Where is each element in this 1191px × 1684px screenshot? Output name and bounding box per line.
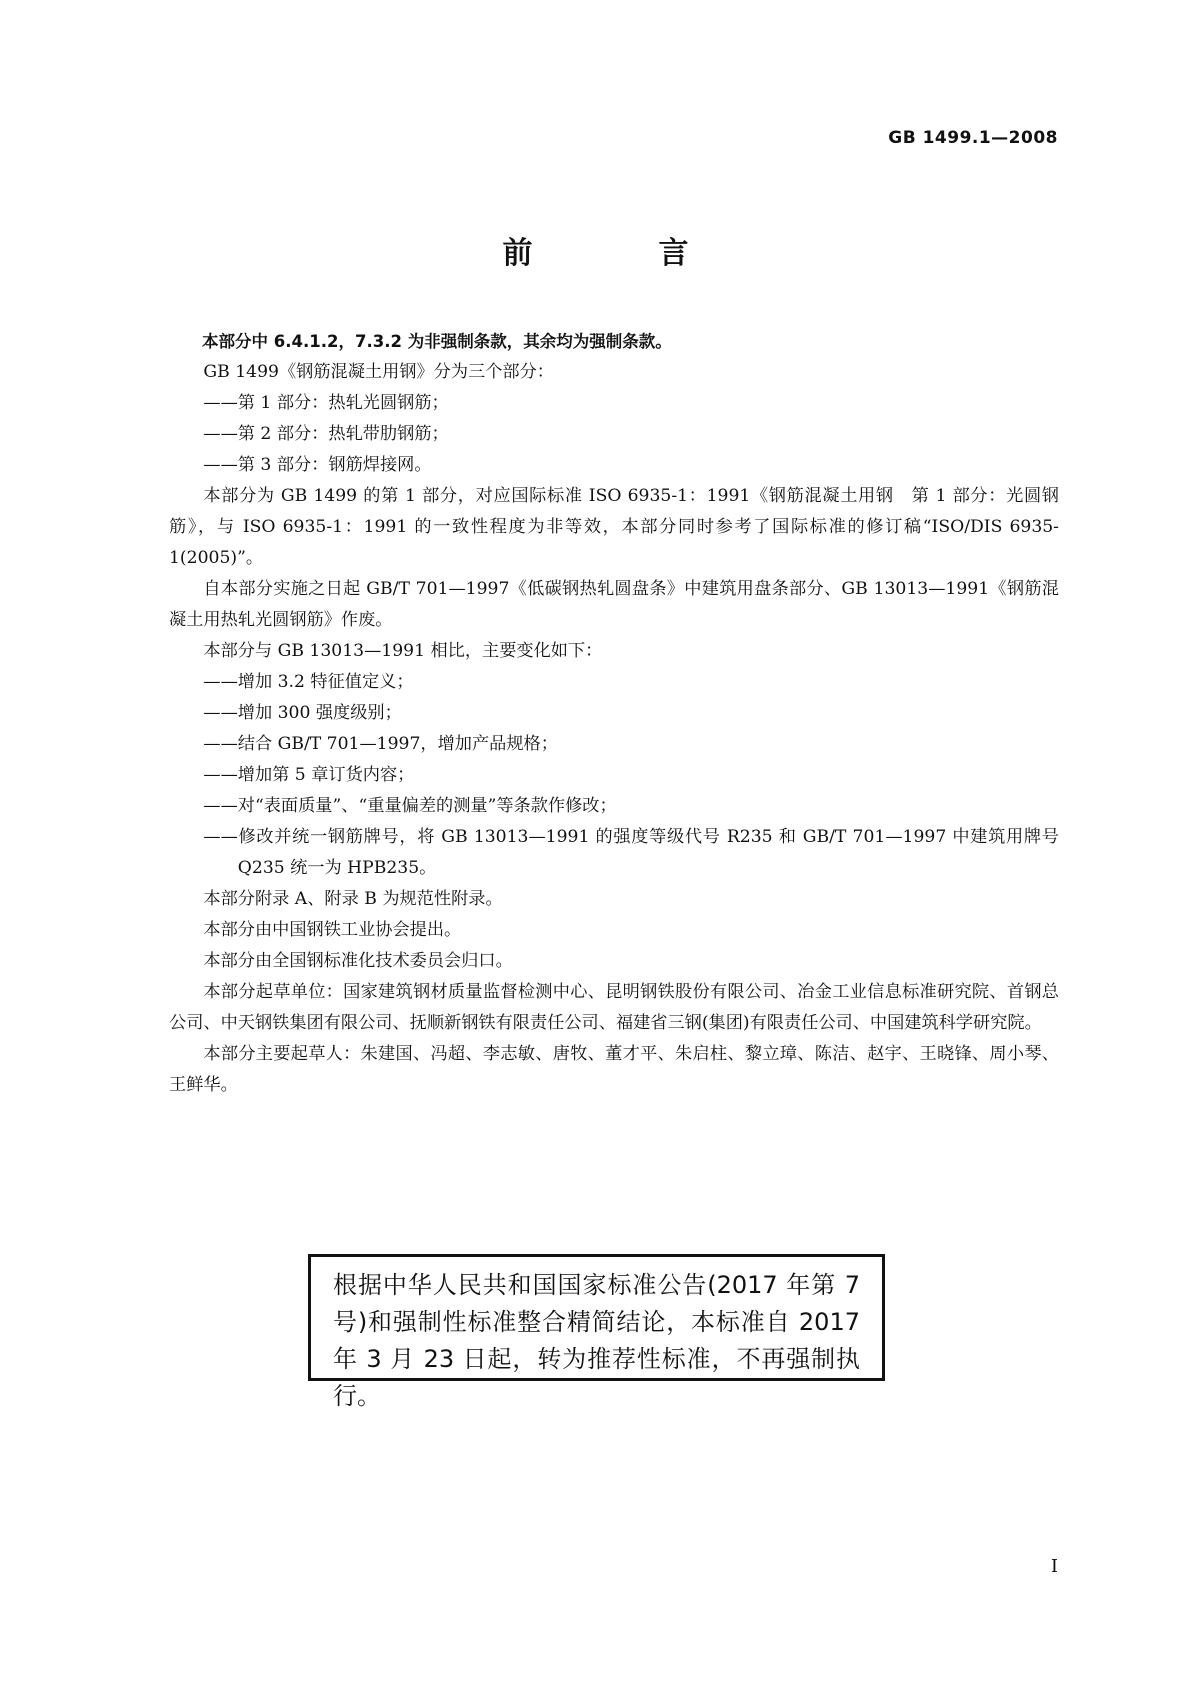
foreword-body <box>169 326 1059 1101</box>
paragraph: 本部分与 GB 13013—1991 相比，主要变化如下： <box>203 641 603 661</box>
paragraph: 本部分为 GB 1499 的第 1 部分，对应国际标准 ISO 6935-1：1991《钢筋混凝土用钢 第 1 部分：光圆钢筋》，与 ISO 6935-1：1991 的一致性程度为非等效，本部分同时参考了国际标准的修订稿“ISO/DIS 6935-1(2005)”。 <box>169 486 1059 568</box>
paragraph: GB 1499《钢筋混凝土用钢》分为三个部分： <box>203 362 554 382</box>
list-item: ——增加第 5 章订货内容； <box>203 765 415 785</box>
status-notice-box <box>308 1254 885 1410</box>
list-item: ——第 1 部分：热轧光圆钢筋； <box>203 393 449 413</box>
list-item: ——第 3 部分：钢筋焊接网。 <box>203 455 432 475</box>
paragraph: 本部分由全国钢标准化技术委员会归口。 <box>203 951 513 971</box>
paragraph: 本部分由中国钢铁工业协会提出。 <box>203 920 462 940</box>
list-item: ——结合 GB/T 701—1997，增加产品规格； <box>203 734 558 754</box>
list-item: ——第 2 部分：热轧带肋钢筋； <box>203 424 449 444</box>
paragraph: 自本部分实施之日起 GB/T 701—1997《低碳钢热轧圆盘条》中建筑用盘条部分、GB 13013—1991《钢筋混凝土用热轧光圆钢筋》作废。 <box>169 579 1059 630</box>
status-notice-text: 根据中华人民共和国国家标准公告(2017 年第 7 号)和强制性标准整合精简结论，本标准自 2017 年 3 月 23 日起，转为推荐性标准，不再强制执行。 <box>333 1271 860 1410</box>
list-item: ——修改并统一钢筋牌号，将 GB 13013—1991 的强度等级代号 R235 和 GB/T 701—1997 中建筑用牌号 Q235 统一为 HPB235。 <box>203 827 1059 878</box>
standard-number: GB 1499.1—2008 <box>888 128 1058 148</box>
page-title: 前 言 <box>502 236 737 271</box>
drafting-units: 本部分起草单位：国家建筑钢材质量监督检测中心、昆明钢铁股份有限公司、冶金工业信息标准研究院、首钢总公司、中天钢铁集团有限公司、抚顺新钢铁有限责任公司、福建省三钢(集团)有限责任公司、中国建筑科学研究院。 <box>169 982 1059 1033</box>
list-item: ——对“表面质量”、“重量偏差的测量”等条款作修改； <box>203 796 617 816</box>
list-item: ——增加 3.2 特征值定义； <box>203 672 414 692</box>
list-item: ——增加 300 强度级别； <box>203 703 402 723</box>
mandatory-clause-note: 本部分中 6.4.1.2，7.3.2 为非强制条款，其余均为强制条款。 <box>202 332 672 351</box>
paragraph: 本部分附录 A、附录 B 为规范性附录。 <box>203 889 503 909</box>
drafters: 本部分主要起草人：朱建国、冯超、李志敏、唐牧、董才平、朱启柱、黎立璋、陈洁、赵宇、王晓锋、周小琴、王鲜华。 <box>169 1044 1059 1095</box>
page-number: I <box>1050 1556 1058 1577</box>
